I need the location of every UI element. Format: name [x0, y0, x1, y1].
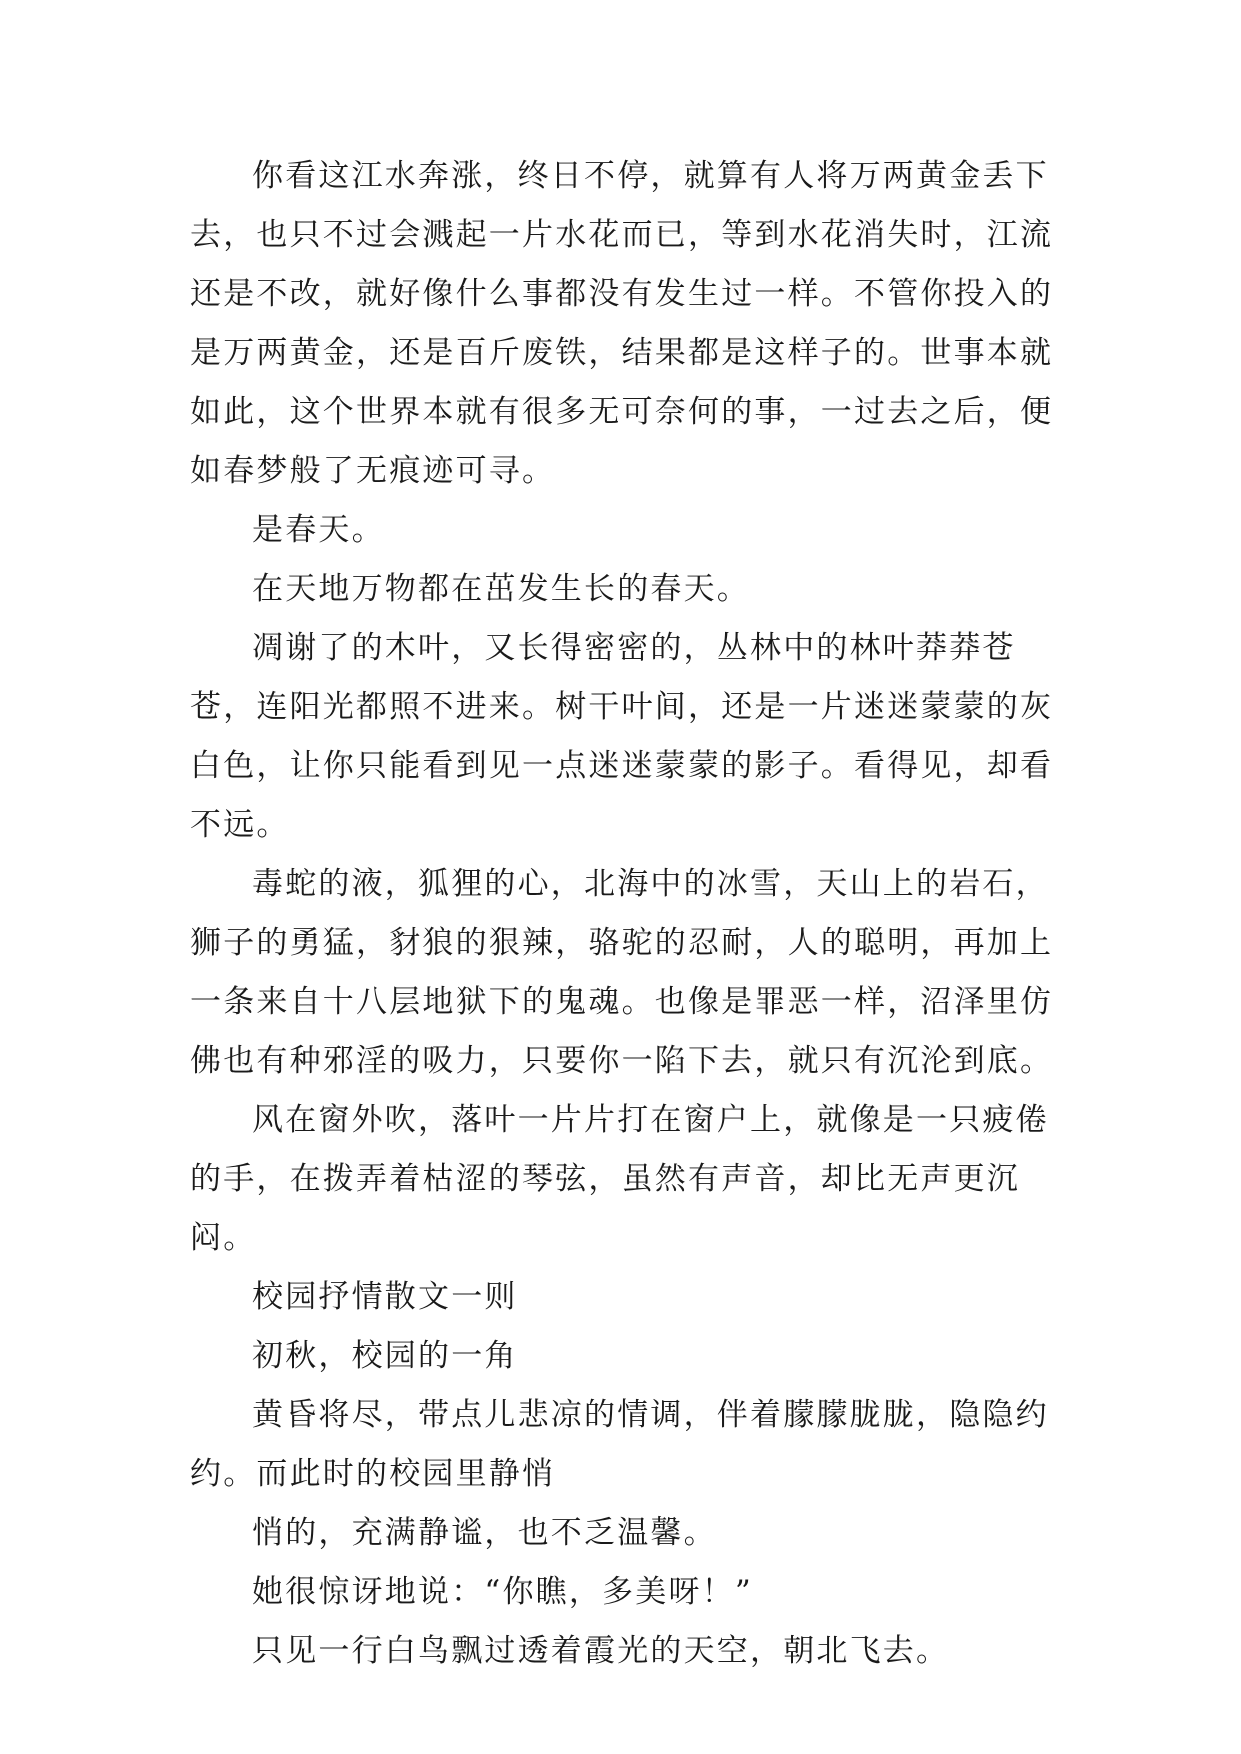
paragraph-dialogue: 她很惊讶地说：“你瞧，多美呀！” [252, 1574, 753, 1610]
paragraph-forest: 凋谢了的木叶，又长得密密的，丛林中的林叶莽莽苍苍，连阳光都照不进来。树干叶间，还是一片迷迷蒙蒙的灰白色，让你只能看到见一点迷迷蒙蒙的影子。看得见，却看不远。 [190, 630, 1054, 843]
paragraph-spring: 是春天。 [252, 512, 385, 548]
section-title: 校园抒情散文一则 [252, 1279, 518, 1315]
paragraph-swamp: 毒蛇的液，狐狸的心，北海中的冰雪，天山上的岩石，狮子的勇猛，豺狼的狠辣，骆驼的忍耐，人的聪明，再加上一条来自十八层地狱下的鬼魂。也像是罪恶一样，沼泽里仿佛也有种邪淫的吸力，只要你一陷下去，就只有沉沦到底。 [190, 866, 1054, 1079]
paragraph-river: 你看这江水奔涨，终日不停，就算有人将万两黄金丢下去，也只不过会溅起一片水花而已，等到水花消失时，江流还是不改，就好像什么事都没有发生过一样。不管你投入的是万两黄金，还是百斤废铁，结果都是这样子的。世事本就如此，这个世界本就有很多无可奈何的事，一过去之后，便如春梦般了无痕迹可寻。 [190, 158, 1054, 489]
paragraph-birds: 只见一行白鸟飘过透着霞光的天空，朝北飞去。 [252, 1633, 950, 1669]
document-page [190, 147, 1070, 1681]
paragraph-dusk: 黄昏将尽，带点儿悲凉的情调，伴着朦朦胧胧，隐隐约约。而此时的校园里静悄 [190, 1397, 1049, 1492]
paragraph-wind: 风在窗外吹，落叶一片片打在窗户上，就像是一只疲倦的手，在拨弄着枯涩的琴弦，虽然有声音，却比无声更沉闷。 [190, 1102, 1049, 1256]
paragraph-quiet: 悄的，充满静谧，也不乏温馨。 [252, 1515, 717, 1551]
paragraph-early-autumn: 初秋，校园的一角 [252, 1338, 518, 1374]
paragraph-spring-growth: 在天地万物都在茁发生长的春天。 [252, 571, 750, 607]
